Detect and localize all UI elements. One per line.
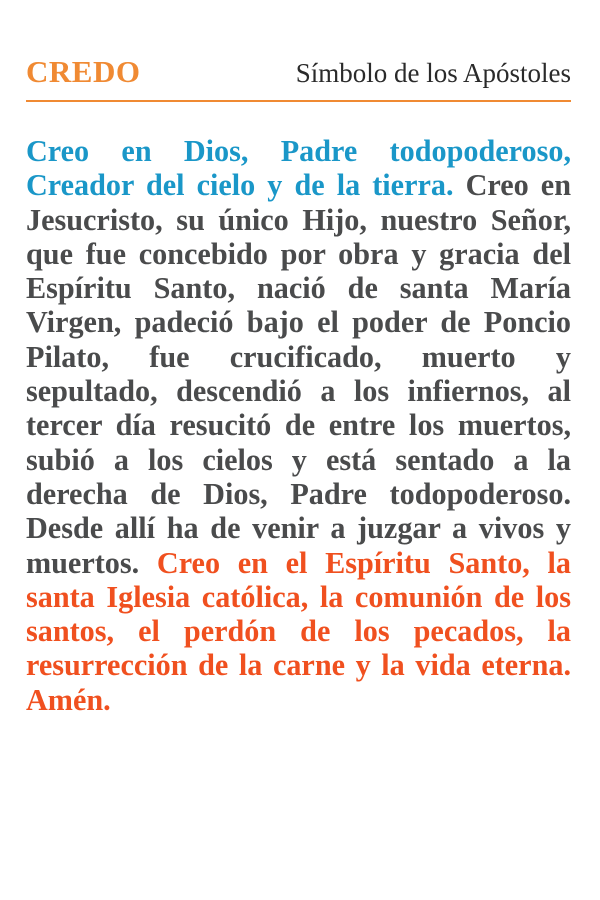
header	[26, 52, 571, 102]
credo-page	[26, 0, 571, 900]
creed-text	[26, 134, 571, 717]
header-title: CREDO	[26, 54, 141, 89]
header-subtitle: Símbolo de los Apóstoles	[295, 58, 571, 88]
creed-part-spirit: Creo en el Espíritu Santo, la santa Iglesia católica, la comunión de los santos, el perdón de los pecados, la resurrección de la carne y la vida eterna. Amén.	[26, 545, 572, 717]
creed-part-son: Creo en Jesucristo, su único Hijo, nuestro Señor, que fue concebido por obra y gracia del Espíritu Santo, nació de santa María Virgen, padeció bajo el poder de Poncio Pilato, fue crucificado, muerto y sepultado, descendió a los infiernos, al tercer día resucitó de entre los muertos, subió a los cielos y está sentado a la derecha de Dios, Padre todopoderoso. Desde allí ha de venir a juzgar a vivos y muertos.	[26, 168, 571, 580]
creed-part-father: Creo en Dios, Padre todopoderoso, Creador del cielo y de la tierra.	[26, 134, 571, 203]
